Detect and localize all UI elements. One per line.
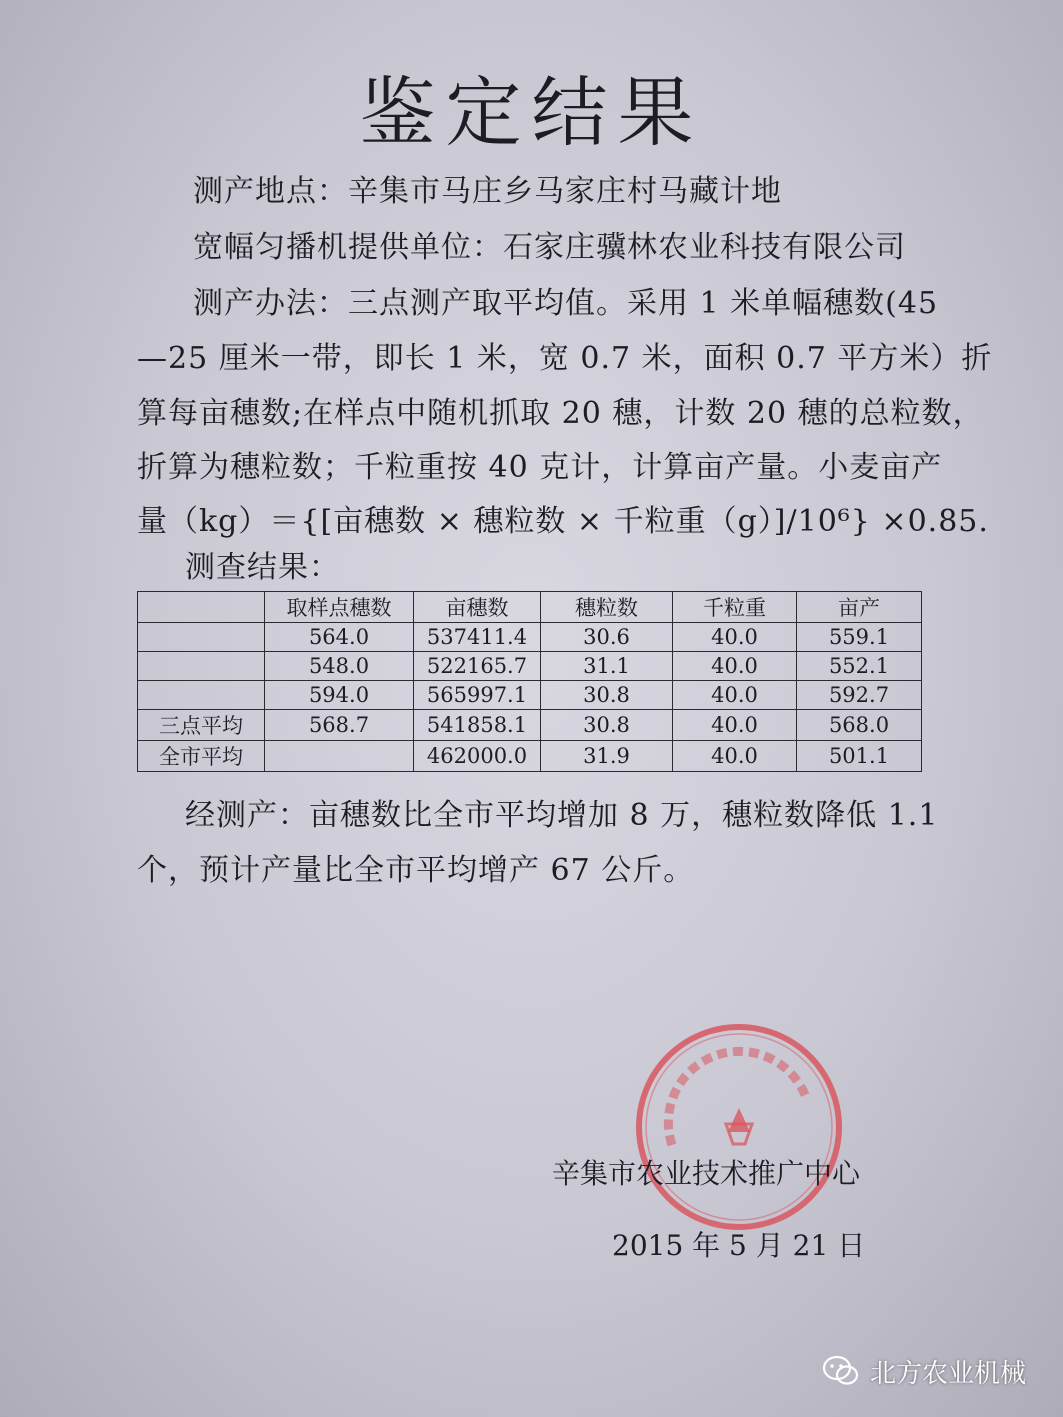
table-row xyxy=(138,623,922,652)
table-cell xyxy=(138,681,265,710)
results-table xyxy=(137,591,922,772)
method-line-3: 算每亩穗数;在样点中随机抓取 20 穗，计数 20 穗的总粒数， xyxy=(137,396,984,431)
table-cell: 30.8 xyxy=(541,710,673,741)
table-row xyxy=(138,652,922,681)
table-cell xyxy=(138,623,265,652)
method-line-1: 测产办法：三点测产取平均值。采用 1 米单幅穗数(45 xyxy=(193,286,939,321)
table-cell: 568.7 xyxy=(265,710,414,741)
conclusion-line-1: 经测产：亩穗数比全市平均增加 8 万，穗粒数降低 1.1 xyxy=(185,798,939,833)
table-cell: 564.0 xyxy=(265,623,414,652)
table-cell: 40.0 xyxy=(673,623,797,652)
table-cell: 30.8 xyxy=(541,681,673,710)
table-cell: 548.0 xyxy=(265,652,414,681)
table-cell: 537411.4 xyxy=(414,623,541,652)
header-cell: 千粒重 xyxy=(673,592,797,623)
table-cell: 559.1 xyxy=(797,623,922,652)
conclusion-line-2: 个，预计产量比全市平均增产 67 公斤。 xyxy=(137,853,695,888)
header-cell: 亩穗数 xyxy=(414,592,541,623)
table-cell: 40.0 xyxy=(673,681,797,710)
method-line-4: 折算为穗粒数；千粒重按 40 克计，计算亩产量。小麦亩产 xyxy=(137,450,943,485)
issuing-organization: 辛集市农业技术推广中心 xyxy=(552,1157,861,1190)
watermark-text: 北方农业机械 xyxy=(870,1358,1027,1389)
table-cell: 40.0 xyxy=(673,741,797,772)
table-cell: 30.6 xyxy=(541,623,673,652)
table-cell: 592.7 xyxy=(797,681,922,710)
header-cell xyxy=(138,592,265,623)
table-cell: 568.0 xyxy=(797,710,922,741)
provider-line: 宽幅匀播机提供单位：石家庄骥林农业科技有限公司 xyxy=(193,230,906,265)
table-cell: 501.1 xyxy=(797,741,922,772)
table-cell: 541858.1 xyxy=(414,710,541,741)
table-cell: 462000.0 xyxy=(414,741,541,772)
location-line: 测产地点：辛集市马庄乡马家庄村马藏计地 xyxy=(193,174,782,209)
formula-line: 量（kg）＝{[亩穗数 × 穗粒数 × 千粒重（g）]/10⁶} ×0.85. xyxy=(137,504,989,539)
table-cell: 全市平均 xyxy=(138,741,265,772)
watermark xyxy=(822,1351,1052,1391)
table-cell: 552.1 xyxy=(797,652,922,681)
table-cell xyxy=(138,652,265,681)
table-row xyxy=(138,710,922,741)
table-cell: 565997.1 xyxy=(414,681,541,710)
table-row xyxy=(138,741,922,772)
table-cell: 三点平均 xyxy=(138,710,265,741)
table-row xyxy=(138,681,922,710)
issue-date: 2015 年 5 月 21 日 xyxy=(612,1229,866,1262)
table-header-row xyxy=(138,592,922,623)
wechat-icon xyxy=(822,1354,860,1388)
table-cell: 594.0 xyxy=(265,681,414,710)
table-cell xyxy=(265,741,414,772)
table-cell: 522165.7 xyxy=(414,652,541,681)
document-title: 鉴定结果 xyxy=(359,68,704,157)
method-line-2: —25 厘米一带，即长 1 米，宽 0.7 米，面积 0.7 平方米）折 xyxy=(137,341,993,376)
results-heading: 测查结果： xyxy=(185,550,340,585)
table-cell: 40.0 xyxy=(673,710,797,741)
table-cell: 40.0 xyxy=(673,652,797,681)
header-cell: 亩产 xyxy=(797,592,922,623)
table-cell: 31.1 xyxy=(541,652,673,681)
header-cell: 取样点穗数 xyxy=(265,592,414,623)
official-seal-icon xyxy=(632,1020,847,1235)
table-cell: 31.9 xyxy=(541,741,673,772)
header-cell: 穗粒数 xyxy=(541,592,673,623)
